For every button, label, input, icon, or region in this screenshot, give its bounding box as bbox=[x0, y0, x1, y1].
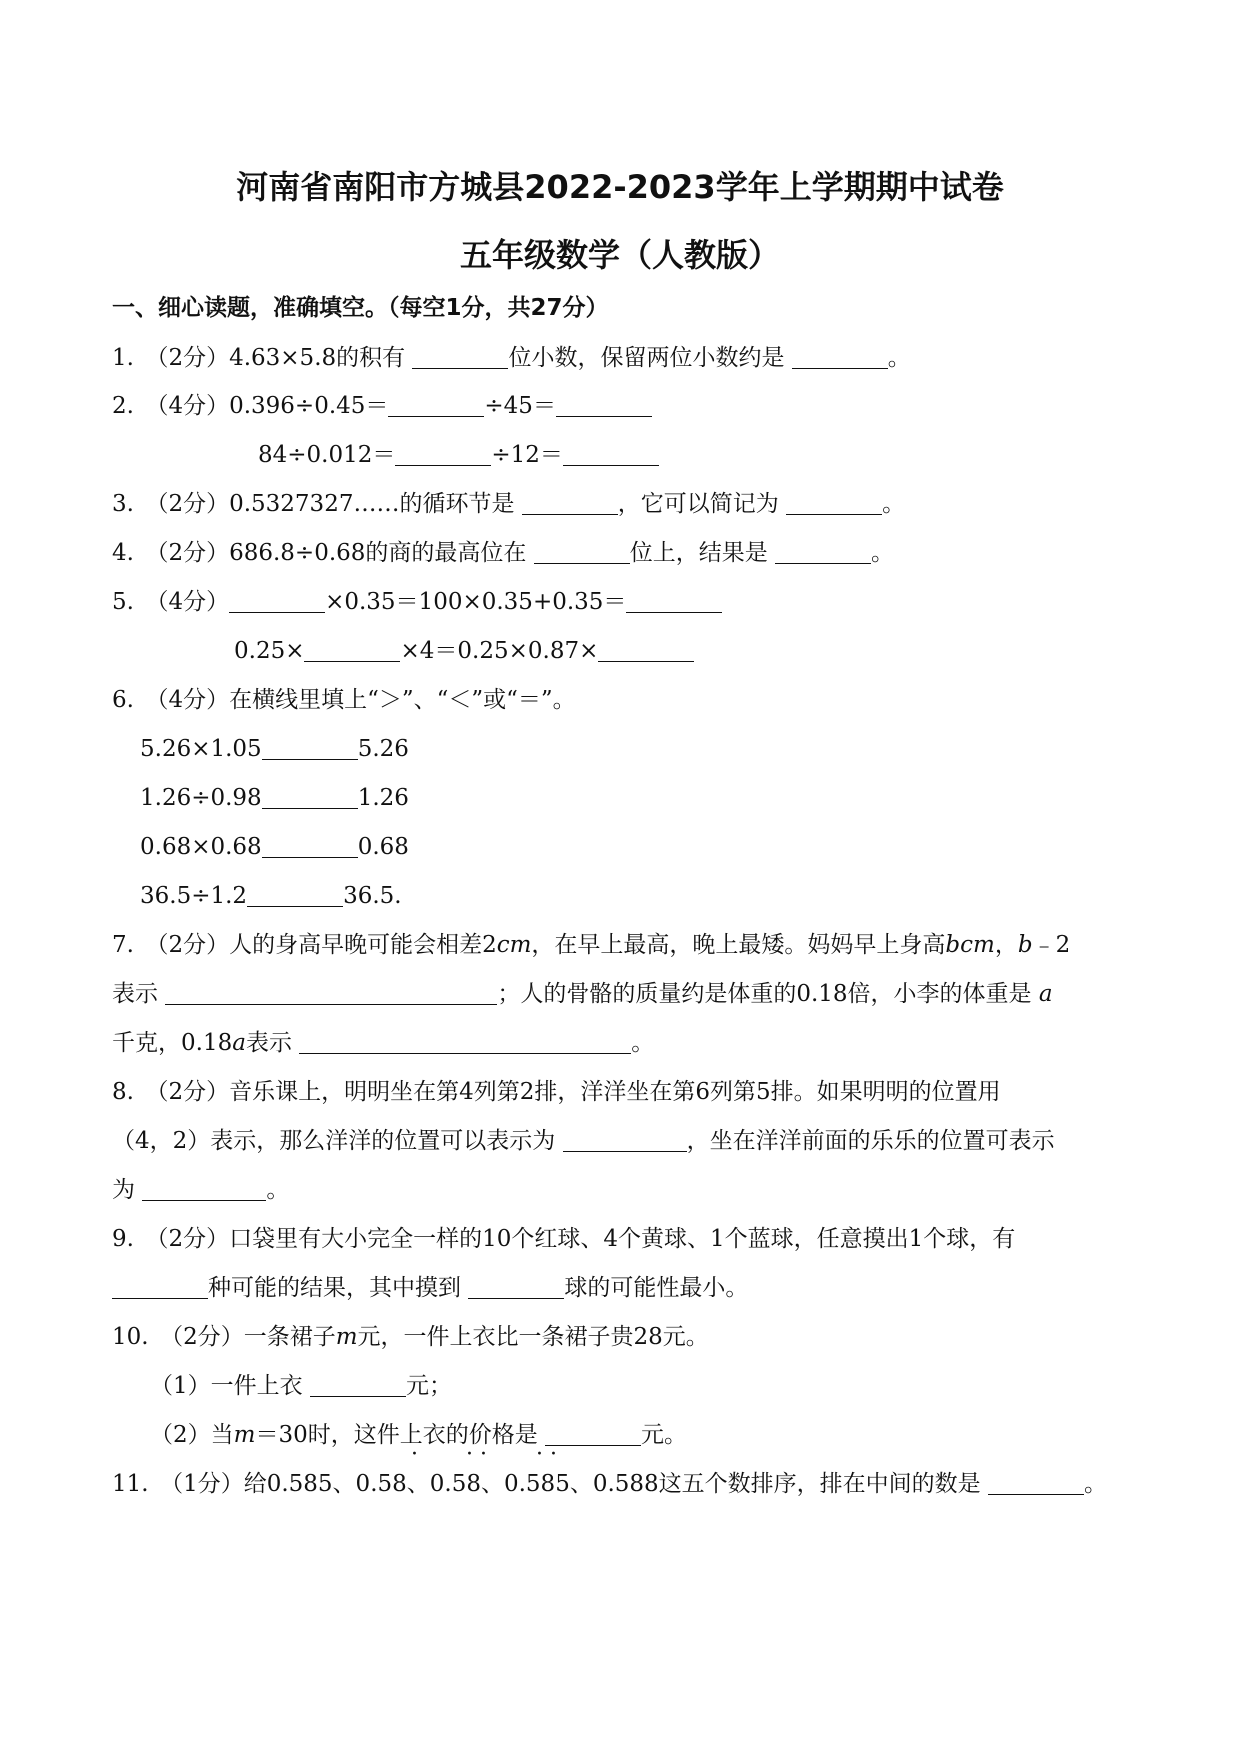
question-10 bbox=[112, 1322, 709, 1352]
q10-sub2-text-a: （2）当 bbox=[150, 1422, 234, 1448]
repeat-dot: · · bbox=[536, 1442, 557, 1467]
compare-row bbox=[140, 734, 409, 764]
q10-sub1-text: （1）一件上衣 bbox=[150, 1373, 303, 1399]
question-2 bbox=[112, 391, 652, 421]
question-9-line-2 bbox=[112, 1273, 748, 1303]
answer-blank[interactable] bbox=[534, 541, 630, 564]
q10-sub1-unit: 元； bbox=[405, 1373, 452, 1399]
q7-text-a: 7. （2分）人的身高早晚可能会相差2 bbox=[112, 932, 497, 958]
repeat-dot: · bbox=[411, 1442, 418, 1467]
compare-left: 1.26÷0.98 bbox=[140, 785, 262, 811]
q7-var: a bbox=[1038, 981, 1053, 1007]
q1-text-c: 。 bbox=[887, 345, 911, 371]
q8-text-b: （4，2）表示，那么洋洋的位置可以表示为 bbox=[112, 1128, 556, 1154]
q2-text-d: ÷12＝ bbox=[491, 442, 563, 468]
q10-var: m bbox=[335, 1324, 358, 1350]
q4-text-b: 位上，结果是 bbox=[629, 540, 768, 566]
q5-text-b: ×0.35＝100×0.35+0.35＝ bbox=[325, 589, 627, 615]
compare-right: 1.26 bbox=[357, 785, 409, 811]
q1-text-a: 1. （2分）4.63×5.8的积有 bbox=[112, 345, 406, 371]
q4-text-a: 4. （2分）686.8÷0.68的商的最高位在 bbox=[112, 540, 527, 566]
q7-text-b: ，在早上最高，晚上最矮。妈妈早上身高 bbox=[531, 932, 946, 958]
q7-text-g: 千克，0.18 bbox=[112, 1030, 233, 1056]
q10-sub2-unit: 元。 bbox=[641, 1422, 688, 1448]
answer-blank[interactable] bbox=[310, 1374, 406, 1397]
answer-blank[interactable] bbox=[112, 1276, 208, 1299]
q7-text-h: 表示 bbox=[245, 1030, 292, 1056]
q3-text-a: 3. （2分）0.5327327……的循环节是 bbox=[112, 491, 515, 517]
question-11 bbox=[112, 1469, 1107, 1499]
compare-row bbox=[140, 832, 409, 862]
compare-left: 5.26×1.05 bbox=[140, 736, 262, 762]
answer-blank[interactable] bbox=[304, 639, 400, 662]
q7-var: bcm bbox=[945, 932, 995, 958]
q10-text-b: 元，一件上衣比一条裙子贵28元。 bbox=[357, 1324, 709, 1350]
q2-text-a: 2. （4分）0.396÷0.45＝ bbox=[112, 393, 389, 419]
q11-text-a: 11. （1分）给0.585、0.58、0.58、0.585、0.588这五个数排序，排在中间的数是 bbox=[112, 1471, 981, 1497]
repeat-dot: · · bbox=[466, 1442, 487, 1467]
q4-text-c: 。 bbox=[871, 540, 895, 566]
answer-blank[interactable] bbox=[792, 346, 888, 369]
section-heading: 一、细心读题，准确填空。（每空1分，共27分） bbox=[112, 295, 609, 321]
q2-text-c: 84÷0.012＝ bbox=[258, 442, 396, 468]
answer-blank[interactable] bbox=[563, 443, 659, 466]
q7-text-f: ；人的骨骼的质量约是体重的0.18倍，小李的体重是 bbox=[497, 981, 1032, 1007]
answer-blank[interactable] bbox=[395, 443, 491, 466]
q5-text-c: 0.25× bbox=[234, 638, 305, 664]
q7-var: b bbox=[1017, 932, 1033, 958]
question-6: 6. （4分）在横线里填上“＞”、“＜”或“＝”。 bbox=[112, 687, 576, 713]
q11-text-b: 。 bbox=[1083, 1471, 1107, 1497]
answer-blank[interactable] bbox=[262, 835, 358, 858]
question-10-sub-1 bbox=[150, 1371, 452, 1401]
exam-title: 河南省南阳市方城县2022-2023学年上学期期中试卷 bbox=[236, 168, 1004, 206]
question-9: 9. （2分）口袋里有大小完全一样的10个红球、4个黄球、1个蓝球，任意摸出1个球，有 bbox=[112, 1226, 1016, 1252]
q5-text-a: 5. （4分） bbox=[112, 589, 230, 615]
answer-blank[interactable] bbox=[626, 590, 722, 613]
answer-blank[interactable] bbox=[412, 346, 508, 369]
q7-text-i: 。 bbox=[631, 1030, 655, 1056]
answer-blank[interactable] bbox=[775, 541, 871, 564]
answer-blank[interactable] bbox=[262, 786, 358, 809]
q7-unit: cm bbox=[496, 932, 532, 958]
question-4 bbox=[112, 538, 894, 568]
answer-blank[interactable] bbox=[556, 394, 652, 417]
q10-sub2-text-b: ＝30时，这件上衣的价格是 bbox=[255, 1422, 538, 1448]
q8-text-d: 为 bbox=[112, 1177, 135, 1203]
question-8: 8. （2分）音乐课上，明明坐在第4列第2排，洋洋坐在第6列第5排。如果明明的位置用 bbox=[112, 1079, 1001, 1105]
q10-text-a: 10. （2分）一条裙子 bbox=[112, 1324, 336, 1350]
compare-left: 0.68×0.68 bbox=[140, 834, 262, 860]
q7-text-c: ， bbox=[994, 932, 1018, 958]
answer-blank[interactable] bbox=[262, 737, 358, 760]
q9-text-b: 种可能的结果，其中摸到 bbox=[208, 1275, 461, 1301]
answer-blank[interactable] bbox=[388, 394, 484, 417]
compare-right: 5.26 bbox=[357, 736, 409, 762]
q7-text-d: ﹣2 bbox=[1032, 932, 1071, 958]
question-8-line-3 bbox=[112, 1175, 289, 1205]
question-10-sub-2 bbox=[150, 1420, 687, 1450]
q10-var: m bbox=[233, 1422, 256, 1448]
compare-row bbox=[140, 783, 409, 813]
answer-blank[interactable] bbox=[165, 982, 497, 1005]
answer-blank[interactable] bbox=[247, 884, 343, 907]
answer-blank[interactable] bbox=[142, 1178, 266, 1201]
question-2-line-2 bbox=[258, 440, 659, 470]
q3-text-b: ，它可以简记为 bbox=[617, 491, 779, 517]
compare-right: 0.68 bbox=[357, 834, 409, 860]
answer-blank[interactable] bbox=[468, 1276, 564, 1299]
question-7-line-3 bbox=[112, 1028, 654, 1058]
answer-blank[interactable] bbox=[786, 492, 882, 515]
question-5-line-2 bbox=[234, 636, 694, 666]
q9-text-c: 球的可能性最小。 bbox=[564, 1275, 749, 1301]
q1-text-b: 位小数，保留两位小数约是 bbox=[508, 345, 785, 371]
answer-blank[interactable] bbox=[545, 1423, 641, 1446]
compare-left: 36.5÷1.2 bbox=[140, 883, 248, 909]
q7-text-e: 表示 bbox=[112, 981, 158, 1007]
question-1 bbox=[112, 343, 911, 373]
answer-blank[interactable] bbox=[299, 1031, 631, 1054]
answer-blank[interactable] bbox=[598, 639, 694, 662]
q3-text-c: 。 bbox=[882, 491, 906, 517]
compare-row bbox=[140, 881, 402, 911]
answer-blank[interactable] bbox=[229, 590, 325, 613]
compare-right: 36.5. bbox=[343, 883, 402, 909]
q8-text-c: ，坐在洋洋前面的乐乐的位置可表示 bbox=[686, 1128, 1055, 1154]
answer-blank[interactable] bbox=[988, 1472, 1084, 1495]
question-5 bbox=[112, 587, 722, 617]
answer-blank[interactable] bbox=[563, 1129, 687, 1152]
question-8-line-2 bbox=[112, 1126, 1055, 1156]
question-7 bbox=[112, 930, 1070, 960]
question-7-line-2 bbox=[112, 979, 1053, 1009]
exam-subtitle: 五年级数学（人教版） bbox=[459, 236, 780, 274]
question-3 bbox=[112, 489, 905, 519]
q5-text-d: ×4＝0.25×0.87× bbox=[400, 638, 599, 664]
q7-var: a bbox=[232, 1030, 246, 1056]
answer-blank[interactable] bbox=[522, 492, 618, 515]
q8-text-e: 。 bbox=[266, 1177, 290, 1203]
q2-text-b: ÷45＝ bbox=[484, 393, 556, 419]
